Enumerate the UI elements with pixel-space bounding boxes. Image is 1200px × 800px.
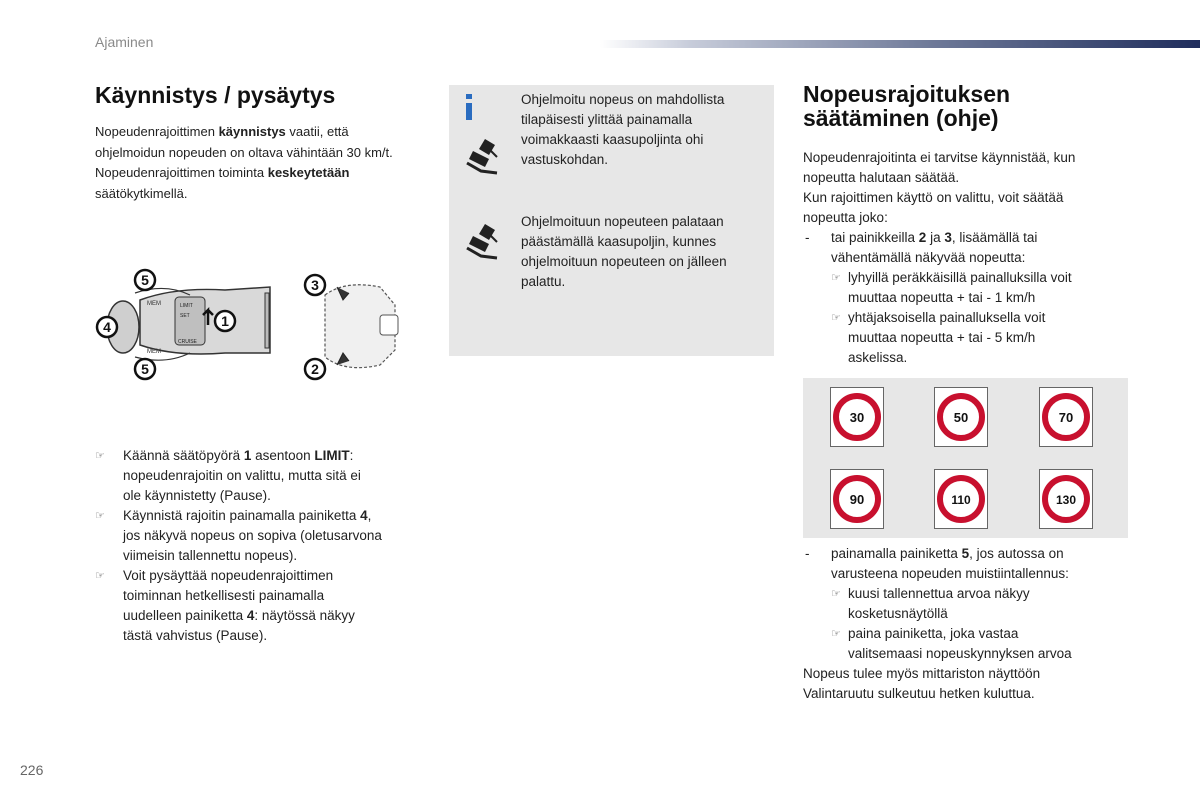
mem-label-top: MEM [147,301,161,307]
svg-text:70: 70 [1058,410,1074,425]
page-number: 226 [20,762,44,778]
hand-bullet-icon: ☞ [95,570,105,582]
svg-text:130: 130 [1055,493,1077,507]
section-label: Ajaminen [95,34,154,50]
sub-list-item: ☞ paina painiketta, joka vastaa valitsemaasi nopeuskynnyksen arvoa [831,626,1072,661]
svg-text:5: 5 [141,272,149,288]
hand-bullet-icon: ☞ [95,510,105,522]
right-option-list-1 [803,228,1133,368]
sub-list-item: ☞ lyhyillä peräkkäisillä painalluksilla voit muuttaa nopeutta + tai - 1 km/h [831,270,1072,305]
svg-text:1: 1 [221,313,229,329]
info-paragraph-2: Ohjelmoituun nopeuteen palataan päästämällä kaasupoljin, kunnes ohjelmoituun nopeuteen on jälleen palattu. [521,214,727,289]
right-intro: Nopeudenrajoitinta ei tarvitse käynnistää, kun nopeutta halutaan säätää. Kun rajoittimen käyttö on valittu, voit säätää nopeutta joko: [803,150,1076,225]
speed-sign-90[interactable] [830,469,884,529]
hand-bullet-icon: ☞ [831,588,841,600]
limit-label: LIMIT [180,303,193,309]
accelerator-pedal-icon [463,137,501,177]
mem-label-bottom: MEM [147,349,161,355]
set-label: SET [180,313,190,319]
hand-bullet-icon: ☞ [831,628,841,640]
left-intro: Nopeudenrajoittimen käynnistys vaatii, että ohjelmoidun nopeuden on oltava vähintään 30 km/t. Nopeudenrajoittimen toiminta keskeytetään säätökytkimellä. [95,124,393,201]
svg-text:30: 30 [849,410,865,425]
list-item: ☞ Käännä säätöpyörä 1 asentoon LIMIT: nopeudenrajoitin on valittu, mutta sitä ei ole käynnistetty (Pause). [95,448,361,503]
info-icon [462,93,476,121]
speed-sign-70[interactable] [1039,387,1093,447]
list-item: - painamalla painiketta 5, jos autossa on varusteena nopeuden muistiintallennus: [805,546,1069,581]
left-instruction-list [95,446,425,646]
info-paragraph-1: Ohjelmoitu nopeus on mahdollista tilapäisesti ylittää painamalla voimakkaasti kaasupoljinta ohi vastuskohdan. [521,92,725,167]
cruise-label: CRUISE [178,339,197,345]
list-item: ☞ Käynnistä rajoitin painamalla painiketta 4, jos näkyvä nopeus on sopiva (oletusarvona viimeisin tallennettu nopeus). [95,508,382,563]
list-item: ☞ Voit pysäyttää nopeudenrajoittimen toiminnan hetkellisesti painamalla uudelleen painiketta 4: näytössä näkyy tästä vahvistus (Pause). [95,568,355,643]
stalk-diagram [95,265,415,390]
hand-bullet-icon: ☞ [831,312,841,324]
accelerator-pedal-icon [463,222,501,262]
right-outro: Nopeus tulee myös mittariston näyttöön Valintaruutu sulkeutuu hetken kuluttua. [803,666,1041,701]
svg-text:110: 110 [951,493,971,507]
speed-sign-110[interactable] [934,469,988,529]
speed-sign-30[interactable] [830,387,884,447]
sub-list-item: ☞ kuusi tallennettua arvoa näkyy kosketusnäytöllä [831,586,1030,621]
sub-list-item: ☞ yhtäjaksoisella painalluksella voit muuttaa nopeutta + tai - 5 km/h askelissa. [831,310,1046,365]
right-title: Nopeusrajoituksen säätäminen (ohje) [803,81,1011,131]
hand-bullet-icon: ☞ [95,450,105,462]
right-option-list-2 [803,544,1133,704]
svg-text:90: 90 [849,492,865,507]
svg-text:3: 3 [311,277,319,293]
hand-bullet-icon: ☞ [831,272,841,284]
speed-sign-130[interactable] [1039,469,1093,529]
speed-signs-panel [803,378,1128,538]
header-bar [600,40,1200,48]
svg-text:5: 5 [141,361,149,377]
svg-text:50: 50 [953,410,969,425]
svg-text:4: 4 [103,319,111,335]
list-item: - tai painikkeilla 2 ja 3, lisäämällä tai vähentämällä näkyvää nopeutta: [805,230,1038,265]
svg-text:2: 2 [311,361,319,377]
left-title: Käynnistys / pysäytys [95,82,336,108]
speed-sign-50[interactable] [934,387,988,447]
